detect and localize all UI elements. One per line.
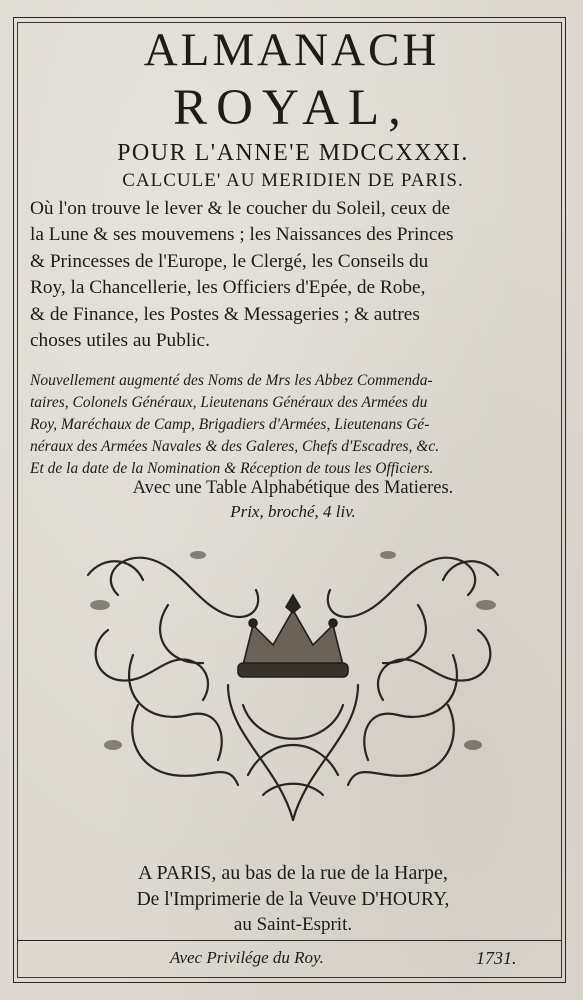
- nouvellement-line: Et de la date de la Nomination & Réception de tous les Officiers.: [30, 460, 434, 477]
- description-line: la Lune & ses mouvemens ; les Naissances des Princes: [30, 224, 454, 246]
- description-line: Roy, la Chancellerie, les Officiers d'Epée, de Robe,: [30, 277, 426, 299]
- title-almanach: ALMANACH: [143, 24, 440, 76]
- nouvellement-paragraph: [30, 370, 560, 480]
- nouvellement-line: néraux des Armées Navales & des Galeres, Chefs d'Escadres, &c.: [30, 438, 440, 455]
- meridien-line: CALCULE' AU MERIDIEN DE PARIS.: [122, 170, 464, 191]
- printed-year: 1731.: [476, 948, 517, 968]
- table-line: Avec une Table Alphabétique des Matieres.: [132, 478, 454, 498]
- description-line: Où l'on trouve le lever & le coucher du Soleil, ceux de: [30, 198, 451, 219]
- description-line: & Princesses de l'Europe, le Clergé, les Conseils du: [30, 250, 429, 272]
- footer-rule: [17, 940, 562, 941]
- description-line: & de Finance, les Postes & Messageries ; & autres: [30, 303, 420, 325]
- privilege-line: Avec Privilége du Roy.: [170, 948, 324, 967]
- imprint-line-1: A PARIS, au bas de la rue de la Harpe,: [138, 862, 448, 884]
- description-line: choses utiles au Public.: [30, 330, 210, 352]
- imprint-line-3: au Saint-Esprit.: [233, 914, 353, 935]
- nouvellement-line: Roy, Maréchaux de Camp, Brigadiers d'Armées, Lieutenans Gé-: [30, 416, 430, 433]
- title-royal: ROYAL,: [173, 80, 410, 136]
- nouvellement-line: taires, Colonels Généraux, Lieutenans Généraux des Armées du: [30, 394, 428, 411]
- imprint-line-2: De l'Imprimerie de la Veuve D'HOURY,: [136, 889, 450, 910]
- description-paragraph: [30, 196, 560, 354]
- crown-monogram-ornament-icon: [78, 535, 508, 825]
- year-line: POUR L'ANNE'E MDCCXXXI.: [117, 140, 469, 166]
- nouvellement-line: Nouvellement augmenté des Noms de Mrs les Abbez Commenda-: [30, 372, 433, 389]
- price-line: Prix, broché, 4 liv.: [230, 502, 356, 521]
